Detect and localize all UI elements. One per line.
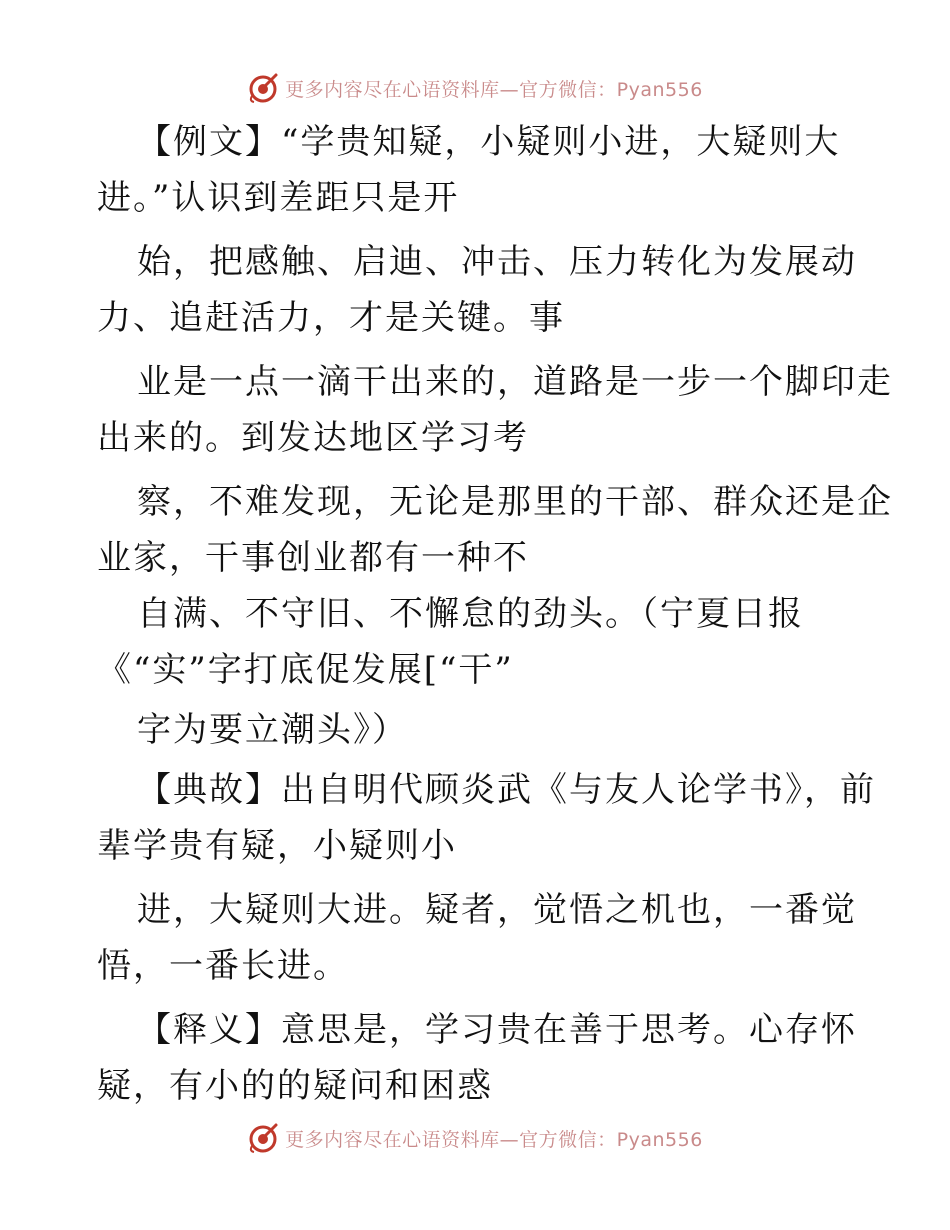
footer-watermark — [0, 1122, 950, 1154]
watermark-text: 更多内容尽在心语资料库—官方微信：Pyan556 — [285, 78, 703, 101]
ink-brush-logo-icon — [247, 1122, 279, 1154]
text-line: 出来的。到发达地区学习考 — [97, 418, 529, 458]
text-line: 业是一点一滴干出来的，道路是一步一个脚印走 — [137, 362, 893, 402]
text-line: 字为要立潮头》） — [137, 710, 408, 750]
text-line: 【典故】出自明代顾炎武《与友人论学书》，前 — [137, 770, 876, 810]
header-watermark — [0, 72, 950, 104]
text-line: 始，把感触、启迪、冲击、压力转化为发展动 — [137, 242, 857, 282]
text-line: 【例文】“学贵知疑，小疑则小进，大疑则大 — [137, 122, 841, 162]
text-line: 疑，有小的的疑问和困惑 — [97, 1066, 493, 1106]
text-line: 业家，干事创业都有一种不 — [97, 538, 529, 578]
text-line: 力、追赶活力，才是关键。事 — [97, 298, 565, 338]
text-line: 【释义】意思是，学习贵在善于思考。心存怀 — [137, 1010, 857, 1050]
text-line: 进。”认识到差距只是开 — [97, 178, 460, 218]
text-line: 悟，一番长进。 — [97, 946, 349, 986]
text-line: 辈学贵有疑，小疑则小 — [97, 826, 457, 866]
text-line: 察，不难发现，无论是那里的干部、群众还是企 — [137, 482, 893, 522]
watermark-text: 更多内容尽在心语资料库—官方微信：Pyan556 — [285, 1128, 703, 1151]
ink-brush-logo-icon — [247, 72, 279, 104]
text-line: 《“实”字打底促发展[“干” — [97, 650, 514, 690]
text-line: 进，大疑则大进。疑者，觉悟之机也，一番觉 — [137, 890, 857, 930]
text-line: 自满、不守旧、不懈怠的劲头。（宁夏日报 — [137, 594, 804, 634]
